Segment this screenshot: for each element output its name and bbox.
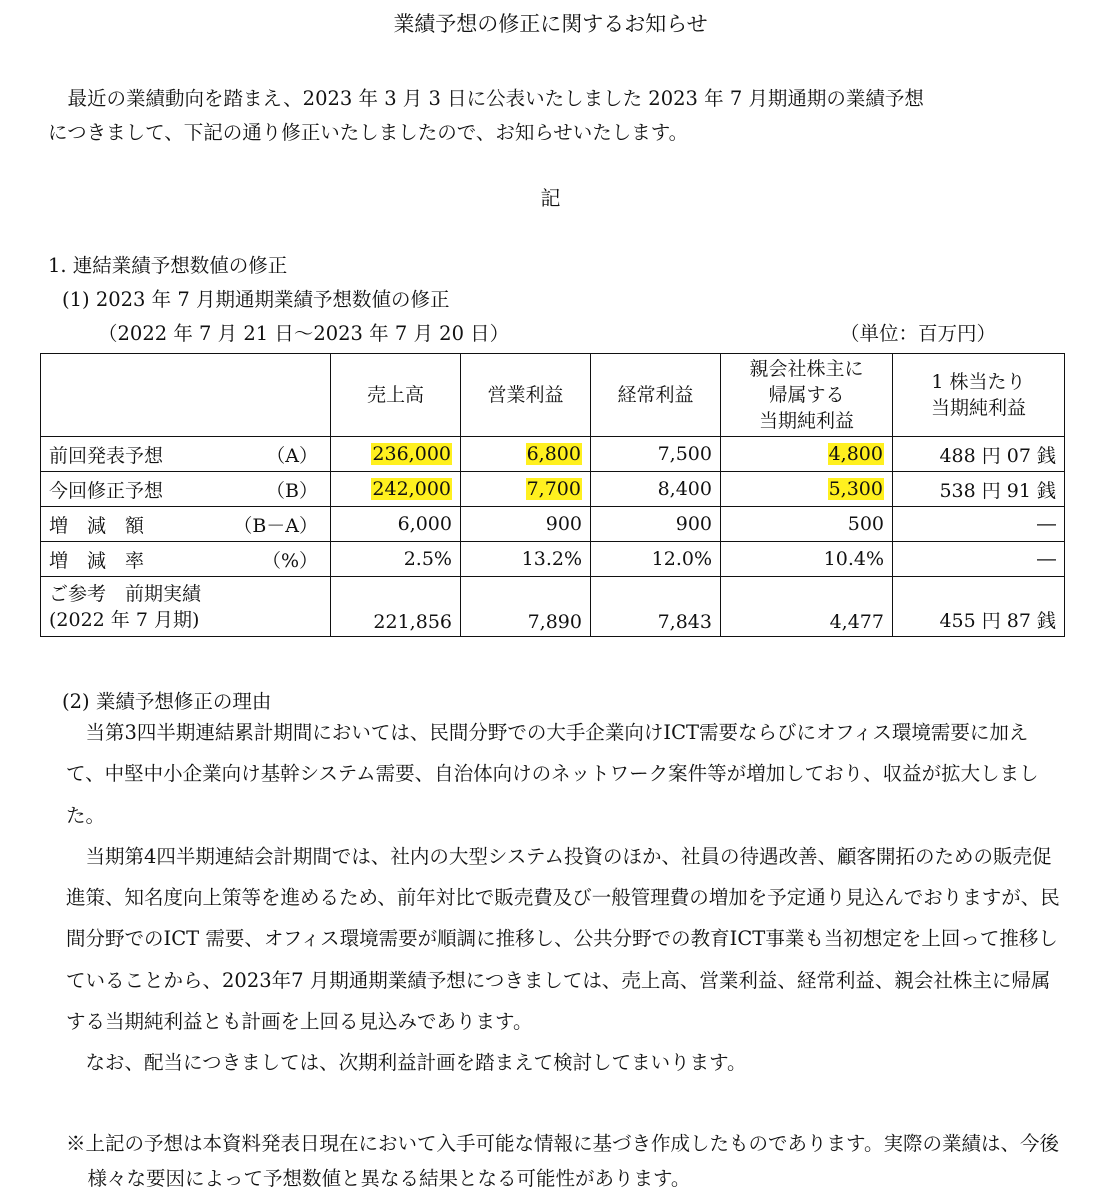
row-label-suffix: （A） (266, 444, 318, 467)
value-text: 13.2% (521, 548, 582, 570)
table-header-cell: 親会社株主に 帰属する 当期純利益 (721, 354, 893, 437)
row-label-cell (41, 437, 331, 472)
value-cell (591, 542, 721, 577)
value-text: 8,400 (657, 478, 712, 500)
section-1-heading: 1. 連結業績予想数値の修正 (48, 254, 288, 277)
value-cell (461, 472, 591, 507)
value-cell (893, 577, 1065, 637)
table-row (41, 542, 1065, 577)
value-text: 7,500 (657, 443, 712, 465)
value-text: 236,000 (372, 443, 451, 465)
table-header-cell: 営業利益 (461, 354, 591, 437)
value-cell (461, 507, 591, 542)
intro-line-2: につきまして、下記の通り修正いたしましたので、お知らせいたします。 (48, 121, 689, 144)
reason-paragraph: 当期第4四半期連結会計期間では、社内の大型システム投資のほか、社員の待遇改善、顧客開拓のための販売促進策、知名度向上策等を進めるため、前年対比で販売費及び一般管理費の増加を予定通り見込んでおりますが、民間分野でのICT 需要、オフィス環境需要が順調に推移し、公共分野での教育ICT事業も当初想定を上回って推移していることから、2023年7 月期通期業績予想につきましては、売上高、営業利益、経常利益、親会社株主に帰属する当期純利益とも計画を上回る見込みであります。 (66, 844, 1060, 1034)
disclaimer-text: ※上記の予想は本資料発表日現在において入手可能な情報に基づき作成したものであります。実際の業績は、今後様々な要因によって予想数値と異なる結果となる可能性があります。 (66, 1132, 1059, 1190)
row-label: 前回発表予想 (49, 444, 164, 467)
value-cell (331, 507, 461, 542)
value-text: 10.4% (823, 548, 884, 570)
value-text: 12.0% (651, 548, 712, 570)
disclaimer-note (66, 1126, 1066, 1196)
value-cell (461, 577, 591, 637)
table-row (41, 437, 1065, 472)
value-text: ― (1037, 513, 1056, 535)
value-cell (331, 542, 461, 577)
value-cell (721, 437, 893, 472)
value-text: 7,843 (657, 611, 712, 633)
value-cell (331, 472, 461, 507)
row-label-cell (41, 472, 331, 507)
value-cell (461, 542, 591, 577)
table-row (41, 577, 1065, 637)
table-header-cell: 経常利益 (591, 354, 721, 437)
value-text: 4,477 (829, 611, 884, 633)
value-text: 7,700 (526, 478, 581, 500)
row-label-suffix: （B－A） (233, 514, 318, 537)
value-cell (591, 437, 721, 472)
value-text: 538 円 91 銭 (939, 479, 1056, 502)
row-label: 増 減 額 (49, 514, 145, 537)
value-cell (721, 472, 893, 507)
value-text: 221,856 (373, 611, 452, 633)
intro-line-1: 最近の業績動向を踏まえ、2023 年 3 月 3 日に公表いたしました 2023 年 7 月期通期の業績予想 (48, 87, 924, 110)
row-label-suffix: （%） (261, 549, 318, 572)
reason-paragraph: なお、配当につきましては、次期利益計画を踏まえて検討してまいります。 (85, 1051, 747, 1075)
value-cell (331, 437, 461, 472)
row-label-cell (41, 507, 331, 542)
value-cell (591, 507, 721, 542)
value-text: 500 (847, 513, 884, 535)
unit-label: （単位：百万円） (840, 322, 997, 345)
value-text: 2.5% (403, 548, 452, 570)
value-text: 6,000 (397, 513, 452, 535)
row-label: 増 減 率 (49, 549, 145, 572)
value-text: 5,300 (828, 478, 883, 500)
value-cell (893, 542, 1065, 577)
row-label-cell (41, 577, 331, 637)
value-cell (721, 542, 893, 577)
value-text: 900 (675, 513, 712, 535)
table-header-row (41, 354, 1065, 437)
value-text: 488 円 07 銭 (939, 444, 1056, 467)
value-cell (721, 507, 893, 542)
value-text: 900 (545, 513, 582, 535)
value-text: 6,800 (526, 443, 581, 465)
table-header-cell (41, 354, 331, 437)
value-text: 242,000 (372, 478, 451, 500)
value-cell (591, 577, 721, 637)
reason-paragraph: 当第3四半期連結累計期間においては、民間分野での大手企業向けICT需要ならびにオフィス環境需要に加えて、中堅中小企業向け基幹システム需要、自治体向けのネットワーク案件等が増加しており、収益が拡大しました。 (66, 721, 1039, 827)
value-text: 4,800 (828, 443, 883, 465)
section-2-heading: (2) 業績予想修正の理由 (62, 690, 272, 713)
row-label: ご参考 前期実績 (2022 年 7 月期) (49, 583, 202, 631)
value-cell (893, 472, 1065, 507)
forecast-table (40, 353, 1065, 637)
section-1-subheading: (1) 2023 年 7 月期通期業績予想数値の修正 (62, 288, 450, 311)
page-title: 業績予想の修正に関するお知らせ (393, 12, 708, 36)
table-header-cell: 1 株当たり 当期純利益 (893, 354, 1065, 437)
table-header-cell: 売上高 (331, 354, 461, 437)
period-label: （2022 年 7 月 21 日～2023 年 7 月 20 日） (98, 322, 510, 345)
ki-heading: 記 (540, 186, 561, 210)
table-row (41, 472, 1065, 507)
section-2-body (66, 712, 1066, 1084)
value-cell (461, 437, 591, 472)
row-label-suffix: （B） (266, 479, 318, 502)
value-cell (721, 577, 893, 637)
row-label-cell (41, 542, 331, 577)
value-cell (591, 472, 721, 507)
row-label: 今回修正予想 (49, 479, 164, 502)
value-cell (893, 507, 1065, 542)
value-cell (331, 577, 461, 637)
value-cell (893, 437, 1065, 472)
value-text: ― (1037, 548, 1056, 570)
value-text: 455 円 87 銭 (939, 610, 1056, 632)
value-text: 7,890 (527, 611, 582, 633)
table-row (41, 507, 1065, 542)
